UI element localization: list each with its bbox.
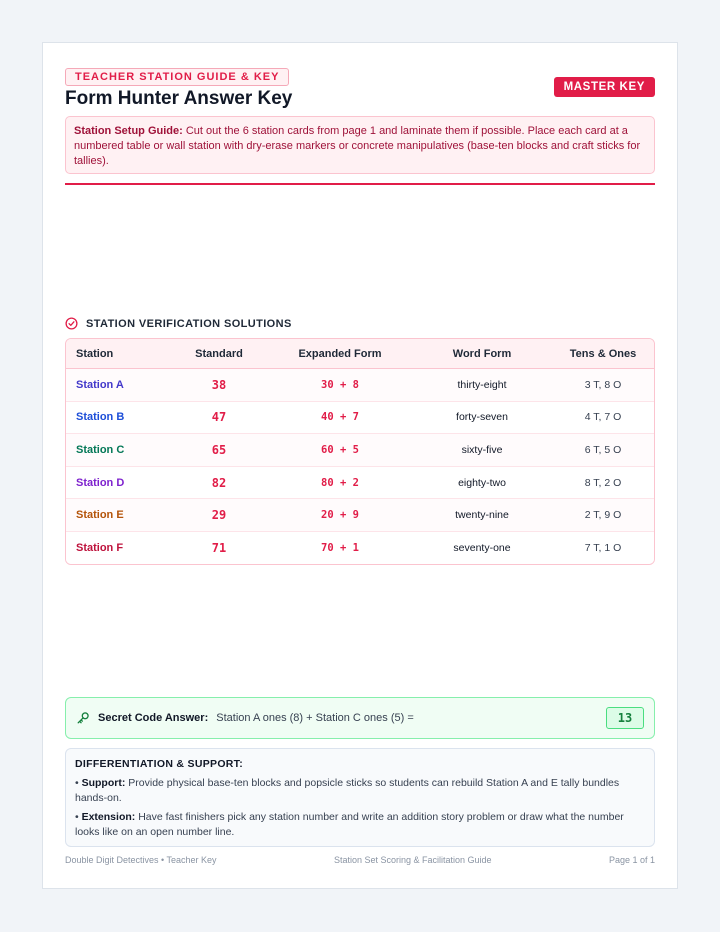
section-title: STATION VERIFICATION SOLUTIONS [86, 317, 292, 330]
word-form: twenty-nine [455, 509, 509, 522]
header-divider [65, 183, 655, 185]
standard-value: 65 [211, 442, 227, 457]
word-form: thirty-eight [457, 378, 507, 391]
tens-ones: 7 T, 1 O [584, 542, 622, 555]
header-standard: Standard [195, 347, 243, 360]
word-form: eighty-two [458, 476, 506, 489]
table-body [66, 369, 654, 565]
table-row [66, 434, 654, 467]
page-content [65, 43, 655, 888]
guide-label: Station Setup Guide: [74, 125, 183, 137]
standard-value: 29 [211, 508, 227, 523]
tens-ones: 4 T, 7 O [584, 411, 622, 424]
standard-value: 71 [211, 541, 227, 556]
table-row [66, 402, 654, 435]
standard-value: 82 [211, 475, 227, 490]
tens-ones: 3 T, 8 O [584, 378, 622, 391]
header-word: Word Form [452, 347, 512, 360]
footer-center: Station Set Scoring & Facilitation Guide [333, 855, 492, 865]
table-row [66, 467, 654, 500]
table-row [66, 369, 654, 402]
expanded-form: 40 + 7 [321, 411, 359, 424]
secret-code-answer: 13 [606, 707, 644, 729]
expanded-form: 70 + 1 [321, 542, 359, 555]
support-text: Provide physical base-ten blocks and popsicle sticks so students can rebuild Station A and E tally bundles hands-on. [75, 776, 620, 804]
check-circle-icon [65, 317, 78, 330]
word-form: forty-seven [456, 411, 508, 424]
extension-text: Have fast finishers pick any station number and write an addition story problem or draw what the number looks like on an open number line. [75, 810, 624, 838]
footer-page-number: Page 1 of 1 [608, 855, 655, 865]
differentiation-box [65, 748, 655, 847]
table-header [66, 339, 654, 369]
secret-code-label: Secret Code Answer: [98, 712, 209, 724]
solutions-table [65, 338, 655, 565]
secret-code-equation: Station A ones (8) + Station C ones (5) = [216, 712, 414, 724]
guide-tag: TEACHER STATION GUIDE & KEY [65, 68, 289, 86]
word-form: sixty-five [461, 443, 503, 456]
tens-ones: 8 T, 2 O [584, 476, 622, 489]
page-footer [65, 855, 655, 865]
expanded-form: 60 + 5 [321, 443, 359, 456]
station-name: Station A [76, 378, 124, 391]
station-name: Station E [76, 509, 124, 522]
answer-key-page [42, 42, 678, 889]
table-row [66, 532, 654, 565]
expanded-form: 30 + 8 [321, 378, 359, 391]
station-setup-guide [65, 116, 655, 174]
tens-ones: 6 T, 5 O [584, 443, 622, 456]
station-name: Station D [76, 476, 125, 489]
support-note: • Support: Provide physical base-ten blocks and popsicle sticks so students can rebuild Station A and E tally bundles hands-on. [75, 776, 620, 804]
differentiation-title: DIFFERENTIATION & SUPPORT: [75, 758, 244, 770]
header-tens-ones: Tens & Ones [569, 347, 637, 360]
expanded-form: 20 + 9 [321, 509, 359, 522]
page-title: Form Hunter Answer Key [65, 88, 293, 109]
master-key-badge: MASTER KEY [554, 77, 655, 97]
guide-text: Cut out the 6 station cards from page 1 and laminate them if possible. Place each card at a numbered table or wall station with dry-erase markers or concrete manipulatives (base-ten blocks and craft sticks for tallies). [74, 125, 641, 167]
footer-left: Double Digit Detectives • Teacher Key [65, 855, 217, 865]
header-expanded: Expanded Form [298, 347, 382, 360]
standard-value: 47 [211, 410, 227, 425]
word-form: seventy-one [453, 542, 511, 555]
standard-value: 38 [211, 377, 227, 392]
table-row [66, 499, 654, 532]
support-label: Support: [81, 776, 126, 789]
tens-ones: 2 T, 9 O [584, 509, 622, 522]
station-name: Station C [76, 443, 125, 456]
section-heading [65, 317, 292, 330]
expanded-form: 80 + 2 [321, 476, 359, 489]
header-station: Station [76, 347, 114, 360]
extension-note: • Extension: Have fast finishers pick any station number and write an addition story problem or draw what the number looks like on an open number line. [75, 810, 624, 838]
station-name: Station F [76, 542, 124, 555]
station-name: Station B [76, 411, 125, 424]
key-icon [76, 711, 90, 725]
extension-label: Extension: [81, 810, 136, 823]
secret-code-box [65, 697, 655, 739]
